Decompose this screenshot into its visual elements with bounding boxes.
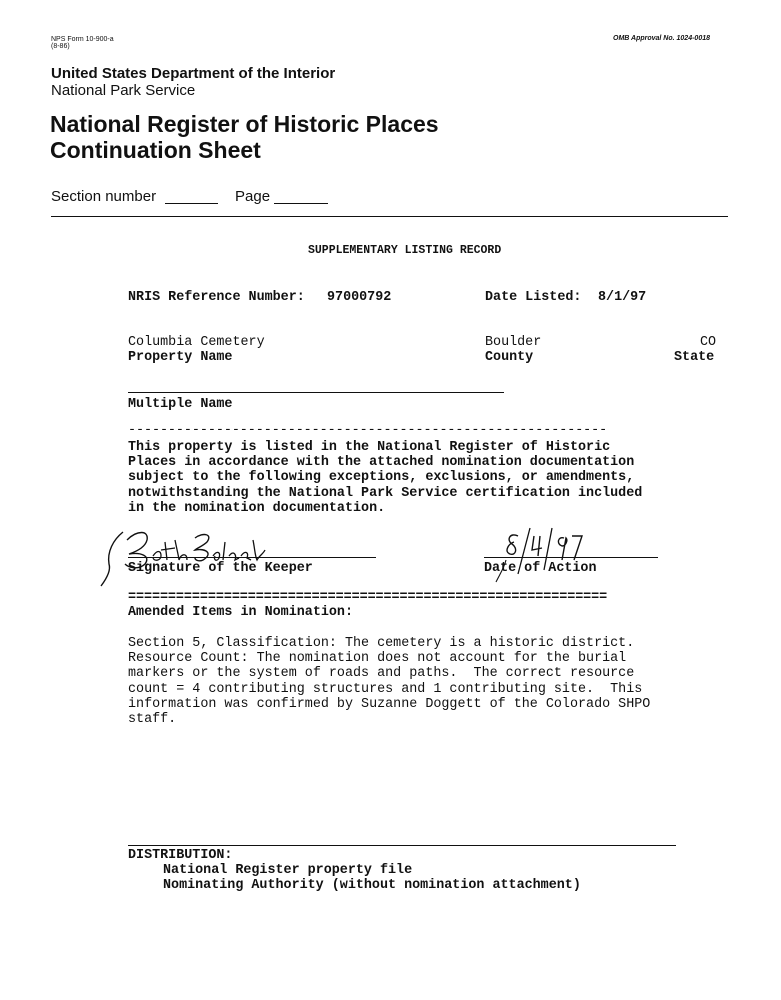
distribution-label: DISTRIBUTION:: [128, 848, 233, 863]
nris-label: NRIS Reference Number:: [128, 290, 305, 305]
multiple-name-label: Multiple Name: [128, 397, 233, 412]
keeper-signature: [95, 520, 295, 592]
distribution-item-2: Nominating Authority (without nomination attachment): [163, 878, 581, 893]
date-listed-value: 8/1/97: [598, 290, 647, 305]
amended-line-1: Section 5, Classification: The cemetery is a historic district.: [128, 636, 635, 651]
county-label: County: [485, 350, 534, 365]
statement-line-5: in the nomination documentation.: [128, 501, 386, 516]
property-name-label: Property Name: [128, 350, 233, 365]
amended-line-4: count = 4 contributing structures and 1 contributing site. This: [128, 682, 643, 697]
state-value: CO: [700, 335, 717, 350]
dash-rule: ------------------------------------------------------------: [128, 423, 608, 438]
form-number: NPS Form 10-900-a: [51, 36, 114, 43]
amended-heading: Amended Items in Nomination:: [128, 605, 353, 620]
section-number-line: [165, 203, 218, 204]
county-value: Boulder: [485, 335, 542, 350]
equals-rule: ============================================================: [128, 590, 608, 605]
header-rule: [51, 216, 728, 217]
page-label: Page: [235, 188, 271, 205]
statement-line-4: notwithstanding the National Park Service certification included: [128, 486, 643, 501]
amended-line-6: staff.: [128, 712, 177, 727]
date-of-action-label: Date of Action: [484, 561, 597, 576]
omb-approval: OMB Approval No. 1024-0018: [613, 35, 710, 42]
amended-line-3: markers or the system of roads and paths. The correct resource: [128, 666, 635, 681]
signature-line: [128, 557, 376, 558]
section-number-label: Section number: [51, 188, 157, 205]
property-name-value: Columbia Cemetery: [128, 335, 265, 350]
department-name: United States Department of the Interior: [51, 65, 336, 82]
signature-label: Signature of the Keeper: [128, 561, 313, 576]
multiple-name-line: [128, 392, 504, 393]
date-of-action-handwritten: [478, 524, 598, 586]
record-heading: SUPPLEMENTARY LISTING RECORD: [308, 244, 502, 257]
page-subtitle: Continuation Sheet: [50, 137, 261, 163]
date-of-action-line: [484, 557, 658, 558]
statement-line-2: Places in accordance with the attached nomination documentation: [128, 455, 635, 470]
statement-line-1: This property is listed in the National Register of Historic: [128, 440, 611, 455]
amended-line-5: information was confirmed by Suzanne Doggett of the Colorado SHPO: [128, 697, 651, 712]
form-revision: (8-86): [51, 43, 70, 50]
amended-line-2: Resource Count: The nomination does not account for the burial: [128, 651, 627, 666]
statement-line-3: subject to the following exceptions, exclusions, or amendments,: [128, 470, 635, 485]
state-label: State: [674, 350, 715, 365]
page-line: [274, 203, 328, 204]
nris-value: 97000792: [327, 290, 392, 305]
agency-name: National Park Service: [51, 82, 196, 99]
page-title: National Register of Historic Places: [50, 111, 439, 137]
date-listed-label: Date Listed:: [485, 290, 582, 305]
distribution-rule: [128, 845, 676, 846]
distribution-item-1: National Register property file: [163, 863, 413, 878]
